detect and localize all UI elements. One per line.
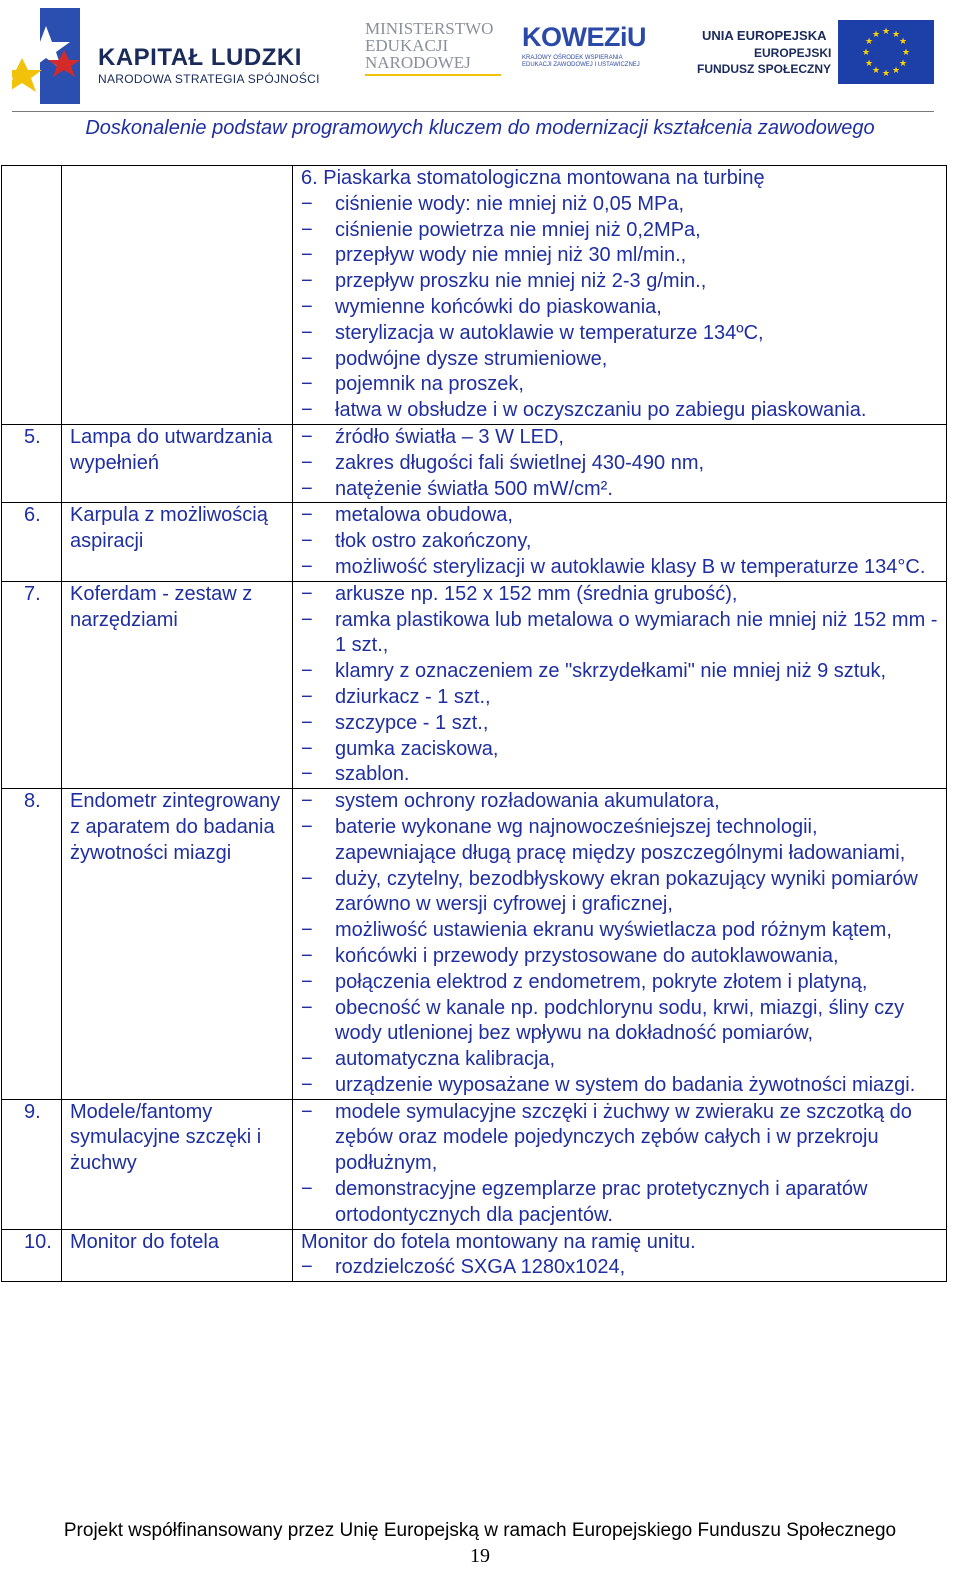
specification-item: − szablon. — [301, 762, 940, 788]
specification-list — [301, 1100, 940, 1229]
specification-item: − duży, czytelny, bezodbłyskowy ekran pokazujący wyniki pomiarów zarówno w wersji cyfrowej i graficznej, — [301, 867, 940, 919]
kapital-ludzki-logo — [12, 6, 320, 106]
equipment-specification — [293, 503, 947, 581]
specification-item: − zakres długości fali świetlnej 430-490 nm, — [301, 451, 940, 477]
men-line-3: NARODOWEJ — [365, 53, 471, 72]
equipment-name: Monitor do fotela — [62, 1229, 293, 1282]
specification-item: − system ochrony rozładowania akumulatora, — [301, 789, 940, 815]
specification-list — [301, 425, 940, 502]
specification-item: − arkusze np. 152 x 152 mm (średnia grubość), — [301, 582, 940, 608]
ue-line-2: EUROPEJSKI — [754, 46, 832, 60]
specification-heading: Monitor do fotela montowany na ramię unitu. — [301, 1230, 696, 1253]
specification-item: − źródło światła – 3 W LED, — [301, 425, 940, 451]
svg-text:★: ★ — [871, 30, 881, 40]
svg-text:★: ★ — [861, 48, 871, 58]
specification-item: − szczypce - 1 szt., — [301, 711, 940, 737]
specification-item: − końcówki i przewody przystosowane do autoklawowania, — [301, 944, 940, 970]
row-number: 10. — [2, 1229, 62, 1282]
specification-item: − wymienne końcówki do piaskowania, — [301, 295, 940, 321]
table-row — [2, 424, 947, 502]
svg-text:★: ★ — [898, 59, 908, 69]
men-line-2: EDUKACJI — [365, 36, 449, 55]
specification-item: − natężenie światła 500 mW/cm². — [301, 477, 940, 503]
equipment-table-body — [2, 166, 947, 1282]
equipment-specification — [293, 1099, 947, 1229]
koweziu-title: KOWEZiU — [522, 22, 646, 52]
table-row — [2, 581, 947, 788]
specification-item: − pojemnik na proszek, — [301, 372, 940, 398]
specification-item: − automatyczna kalibracja, — [301, 1047, 940, 1073]
specification-item: − gumka zaciskowa, — [301, 737, 940, 763]
row-number: 9. — [2, 1099, 62, 1229]
header-logos — [0, 0, 960, 110]
specification-item: − połączenia elektrod z endometrem, pokryte złotem i platyną, — [301, 970, 940, 996]
specification-item: − baterie wykonane wg najnowocześniejszej technologii, zapewniające długą pracę między poszczególnymi ładowaniami, — [301, 815, 940, 867]
equipment-specification — [293, 581, 947, 788]
koweziu-subtitle: KRAJOWY OŚRODEK WSPIERANIA EDUKACJI ZAWODOWEJ I USTAWICZNEJ — [522, 55, 640, 68]
equipment-specification — [293, 424, 947, 502]
kapital-ludzki-star-icon — [12, 6, 84, 106]
equipment-name: Lampa do utwardzania wypełnień — [62, 424, 293, 502]
specification-item: − łatwa w obsłudze i w oczyszczaniu po zabiegu piaskowania. — [301, 398, 940, 424]
specification-list — [301, 789, 940, 1099]
specification-item: − przepływ wody nie mniej niż 30 ml/min., — [301, 243, 940, 269]
equipment-specification — [293, 1229, 947, 1282]
row-number — [2, 166, 62, 425]
koweziu-logo — [522, 22, 646, 69]
header-divider — [12, 111, 934, 112]
specification-item: − ciśnienie wody: nie mniej niż 0,05 MPa, — [301, 192, 940, 218]
specification-item: − przepływ proszku nie mniej niż 2-3 g/min., — [301, 269, 940, 295]
row-number: 7. — [2, 581, 62, 788]
table-row — [2, 503, 947, 581]
row-number: 6. — [2, 503, 62, 581]
svg-text:★: ★ — [898, 37, 908, 47]
ue-line-3: FUNDUSZ SPOŁECZNY — [697, 62, 832, 76]
specification-item: − możliwość ustawienia ekranu wyświetlacza pod różnym kątem, — [301, 918, 940, 944]
equipment-specification — [293, 166, 947, 425]
specification-item: − możliwość sterylizacji w autoklawie klasy B w temperaturze 134°C. — [301, 555, 940, 581]
kapital-ludzki-title: KAPITAŁ LUDZKI — [98, 44, 302, 71]
table-row — [2, 789, 947, 1100]
svg-text:★: ★ — [891, 66, 901, 76]
svg-text:★: ★ — [864, 59, 874, 69]
specification-item: − ramka plastikowa lub metalowa o wymiarach nie mniej niż 152 mm - 1 szt., — [301, 608, 940, 660]
svg-text:★: ★ — [881, 27, 891, 37]
specification-item: − rozdzielczość SXGA 1280x1024, — [301, 1255, 940, 1281]
equipment-specification — [293, 789, 947, 1100]
specification-item: − urządzenie wyposażane w system do badania żywotności miazgi. — [301, 1073, 940, 1099]
specification-item: − tłok ostro zakończony, — [301, 529, 940, 555]
specification-item: − sterylizacja w autoklawie w temperaturze 134ºC, — [301, 321, 940, 347]
men-line-1: MINISTERSTWO — [365, 19, 494, 38]
kapital-ludzki-subtitle: NARODOWA STRATEGIA SPÓJNOŚCI — [98, 72, 320, 86]
eu-flag-icon — [838, 20, 934, 84]
svg-text:★: ★ — [891, 30, 901, 40]
specification-item: − metalowa obudowa, — [301, 503, 940, 529]
specification-list — [301, 582, 940, 788]
svg-text:★: ★ — [864, 37, 874, 47]
document-footer: Projekt współfinansowany przez Unię Europejską w ramach Europejskiego Funduszu Społecznego — [63, 1520, 897, 1541]
specification-item: − podwójne dysze strumieniowe, — [301, 347, 940, 373]
page-number: 19 — [470, 1545, 490, 1567]
specification-list — [301, 1255, 940, 1281]
svg-text:★: ★ — [901, 48, 911, 58]
equipment-name: Karpula z możliwością aspiracji — [62, 503, 293, 581]
row-number: 8. — [2, 789, 62, 1100]
table-row — [2, 166, 947, 425]
equipment-table — [1, 165, 947, 1282]
document-header: Doskonalenie podstaw programowych kluczem do modernizacji kształcenia zawodowego — [85, 117, 875, 139]
specification-item: − ciśnienie powietrza nie mniej niż 0,2MPa, — [301, 218, 940, 244]
table-row — [2, 1229, 947, 1282]
specification-item: − obecność w kanale np. podchlorynu sodu, krwi, miazgi, śliny czy wody utlenionej bez wpływu na dokładność pomiarów, — [301, 996, 940, 1048]
men-logo — [365, 20, 505, 76]
table-row — [2, 1099, 947, 1229]
specification-item: − klamry z oznaczeniem ze "skrzydełkami" nie mniej niż 9 sztuk, — [301, 659, 940, 685]
specification-heading: 6. Piaskarka stomatologiczna montowana na turbinę — [301, 167, 765, 189]
specification-list — [301, 192, 940, 424]
row-number: 5. — [2, 424, 62, 502]
svg-text:★: ★ — [881, 69, 891, 79]
equipment-name — [62, 166, 293, 425]
specification-item: − demonstracyjne egzemplarze prac protetycznych i aparatów ortodontycznych dla pacjentów. — [301, 1177, 940, 1229]
equipment-name: Modele/fantomy symulacyjne szczęki i żuchwy — [62, 1099, 293, 1229]
svg-text:★: ★ — [871, 66, 881, 76]
specification-item: − modele symulacyjne szczęki i żuchwy w zwieraku ze szczotką do zębów oraz modele pojedynczych zębów całych i w przekroju podłużnym, — [301, 1100, 940, 1177]
ue-line-1: UNIA EUROPEJSKA — [702, 28, 827, 43]
specification-list — [301, 503, 940, 580]
equipment-name: Koferdam - zestaw z narzędziami — [62, 581, 293, 788]
specification-item: − dziurkacz - 1 szt., — [301, 685, 940, 711]
equipment-name: Endometr zintegrowany z aparatem do badania żywotności miazgi — [62, 789, 293, 1100]
